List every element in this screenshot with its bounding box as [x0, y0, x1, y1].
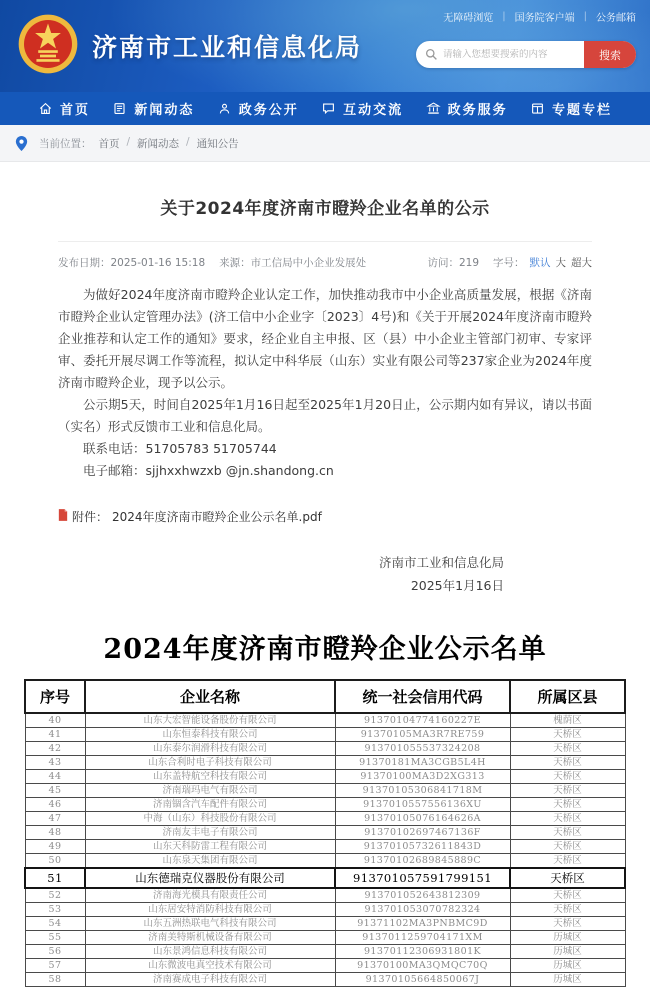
table-row: [25, 959, 625, 973]
seq-cell: 56: [25, 945, 85, 959]
seq-cell: 46: [25, 798, 85, 812]
table-header-cell: 统一社会信用代码: [335, 680, 510, 713]
breadcrumb-separator: /: [126, 135, 131, 148]
search-icon: [425, 48, 438, 61]
table-header-cell: 所属区县: [510, 680, 625, 713]
district-cell: 历城区: [510, 973, 625, 987]
table-row: [25, 798, 625, 812]
signature: [58, 551, 592, 597]
font-size-control: 字号： 默认 大 超大: [493, 257, 592, 269]
search-input[interactable]: [443, 49, 584, 60]
table-row: [25, 784, 625, 798]
credit-code-cell: 91370105306841718M: [335, 784, 510, 798]
source: 来源：市工信局中小企业发展处: [219, 257, 367, 269]
district-cell: 天桥区: [510, 798, 625, 812]
article-body: [58, 284, 592, 482]
breadcrumb-label: 当前位置：: [39, 137, 92, 150]
company-name-cell: 济南瑞玛电气有限公司: [85, 784, 335, 798]
table-row: [25, 945, 625, 959]
news-icon: [112, 101, 127, 116]
disclosure-icon: [217, 101, 232, 116]
nav-item-label: 新闻动态: [134, 103, 195, 118]
breadcrumb-link[interactable]: 首页: [98, 137, 120, 150]
content: [0, 162, 650, 987]
credit-code-cell: 91370105732611843D: [335, 840, 510, 854]
breadcrumb-link[interactable]: 通知公告: [196, 137, 239, 150]
credit-code-cell: 913701052643812309: [335, 888, 510, 903]
company-name-cell: 山东泉天集团有限公司: [85, 854, 335, 869]
company-name-cell: 山东盖特航空科技有限公司: [85, 770, 335, 784]
credit-code-cell: 9137011259704171XM: [335, 931, 510, 945]
company-name-cell: 山东大宏智能设备股份有限公司: [85, 713, 335, 728]
district-cell: 天桥区: [510, 826, 625, 840]
district-cell: 天桥区: [510, 742, 625, 756]
company-name-cell: 山东居安特消防科技有限公司: [85, 903, 335, 917]
credit-code-cell: 91370105MA3R7RE759: [335, 728, 510, 742]
district-cell: 历城区: [510, 931, 625, 945]
chat-icon: [321, 101, 336, 116]
topbar-separator: |: [502, 11, 506, 22]
seq-cell: 54: [25, 917, 85, 931]
table-row: [25, 728, 625, 742]
district-cell: 历城区: [510, 945, 625, 959]
table-row: [25, 713, 625, 728]
district-cell: 历城区: [510, 959, 625, 973]
topbar-links: [443, 9, 636, 24]
national-emblem-logo: [16, 12, 80, 80]
seq-cell: 57: [25, 959, 85, 973]
table-row: [25, 854, 625, 869]
credit-code-cell: 9137010557556136XU: [335, 798, 510, 812]
nav-item-政务公开[interactable]: [217, 99, 299, 118]
table-row: [25, 812, 625, 826]
company-name-cell: 山东天科防雷工程有限公司: [85, 840, 335, 854]
seq-cell: 47: [25, 812, 85, 826]
seq-cell: 40: [25, 713, 85, 728]
seq-cell: 41: [25, 728, 85, 742]
seq-cell: 52: [25, 888, 85, 903]
seq-cell: 55: [25, 931, 85, 945]
paragraph: 公示期5天，时间自2025年1月16日起至2025年1月20日止，公示期内如有异议，请以书面（实名）形式反馈市工业和信息化局。: [58, 397, 592, 434]
topbar-link[interactable]: 国务院客户端: [514, 13, 575, 24]
nav-item-政务服务[interactable]: [426, 99, 508, 118]
district-cell: 天桥区: [510, 756, 625, 770]
table-row: [25, 826, 625, 840]
table-row: [25, 742, 625, 756]
breadcrumb-separator: /: [186, 135, 190, 148]
district-cell: 天桥区: [510, 840, 625, 854]
nav-item-新闻动态[interactable]: [112, 99, 194, 118]
company-name-cell: 山东五洲热联电气科技有限公司: [85, 917, 335, 931]
district-cell: 天桥区: [510, 728, 625, 742]
district-cell: 天桥区: [510, 868, 625, 888]
table-header-cell: 序号: [25, 680, 85, 713]
seq-cell: 45: [25, 784, 85, 798]
table-header-row: [25, 680, 625, 713]
district-cell: 天桥区: [510, 812, 625, 826]
topbar-separator: |: [583, 11, 587, 22]
seq-cell: 48: [25, 826, 85, 840]
nav-item-互动交流[interactable]: [321, 99, 403, 118]
credit-code-cell: 913701057591799151: [335, 868, 510, 888]
company-name-cell: 济南赛成电子科技有限公司: [85, 973, 335, 987]
company-name-cell: 山东德瑞克仪器股份有限公司: [85, 868, 335, 888]
site-title: 济南市工业和信息化局: [92, 33, 363, 62]
article: [0, 162, 650, 666]
credit-code-cell: 91370102697467136F: [335, 826, 510, 840]
brand: [16, 12, 362, 80]
credit-code-cell: 91371102MA3PNBMC9D: [335, 917, 510, 931]
divider: [58, 241, 592, 242]
district-cell: 天桥区: [510, 770, 625, 784]
company-name-cell: 山东合利时电子科技有限公司: [85, 756, 335, 770]
district-cell: 槐荫区: [510, 713, 625, 728]
table-row: [25, 973, 625, 987]
site-header: [0, 0, 650, 92]
breadcrumb-link[interactable]: 新闻动态: [137, 137, 180, 150]
table-row: [25, 931, 625, 945]
breadcrumb: [39, 136, 239, 151]
credit-code-cell: 913701055537324208: [335, 742, 510, 756]
seq-cell: 50: [25, 854, 85, 869]
signature-date: 2025年1月16日: [410, 578, 504, 593]
table-row: [25, 770, 625, 784]
search-bar: [416, 41, 636, 68]
seq-cell: 51: [25, 868, 85, 888]
district-cell: 天桥区: [510, 784, 625, 798]
district-cell: 天桥区: [510, 903, 625, 917]
seq-cell: 43: [25, 756, 85, 770]
topbar-link[interactable]: 公务邮箱: [596, 13, 636, 24]
credit-code-cell: 91370112306931801K: [335, 945, 510, 959]
location-pin-icon: [14, 135, 29, 152]
company-name-cell: 山东微波电真空技术有限公司: [85, 959, 335, 973]
district-cell: 天桥区: [510, 854, 625, 869]
table-row: [25, 888, 625, 903]
columns-icon: [530, 101, 545, 116]
district-cell: 天桥区: [510, 888, 625, 903]
table-row: [25, 903, 625, 917]
breadcrumb-band: [0, 125, 650, 162]
visit-count: 访问：219: [427, 257, 479, 269]
font-size-option[interactable]: 超大: [571, 257, 592, 269]
nav-item-专题专栏[interactable]: [530, 99, 612, 118]
publish-date: 发布日期：2025-01-16 15:18: [58, 257, 206, 269]
pdf-icon: [58, 509, 68, 524]
company-name-cell: 济南美特斯机械设备有限公司: [85, 931, 335, 945]
company-name-cell: 济南友丰电子有限公司: [85, 826, 335, 840]
nav-item-label: 互动交流: [343, 103, 404, 118]
seq-cell: 58: [25, 973, 85, 987]
nav-item-首页[interactable]: [38, 99, 90, 118]
paragraph: 为做好2024年度济南市瞪羚企业认定工作，加快推动我市中小企业高质量发展，根据《济南市瞪羚企业认定管理办法》(济工信中小企业字〔2023〕4号)和《关于开展2024年度济南市瞪羚企业推荐和认定工作的通知》要求，经企业自主申报、区（县）中小企业主管部门初审、专家评审、委托开展尽调工作等流程，拟认定中科华辰（山东）实业有限公司等237家企业为2024年度济南市瞪羚企业，现予以公示。: [58, 287, 592, 390]
credit-code-cell: 91370105076164626A: [335, 812, 510, 826]
company-name-cell: 中海（山东）科技股份有限公司: [85, 812, 335, 826]
nav-item-label: 政务服务: [447, 103, 508, 118]
seq-cell: 53: [25, 903, 85, 917]
credit-code-cell: 91370100MA3QMQC70Q: [335, 959, 510, 973]
credit-code-cell: 91370181MA3CGB5L4H: [335, 756, 510, 770]
attachment-row: [58, 508, 592, 525]
services-icon: [426, 101, 441, 116]
table-row: [25, 840, 625, 854]
credit-code-cell: 91370100MA3D2XG313: [335, 770, 510, 784]
font-size-option[interactable]: 默认: [529, 257, 551, 269]
contact-phone: 联系电话：51705783 51705744: [83, 441, 277, 456]
table-header-cell: 企业名称: [85, 680, 335, 713]
seq-cell: 44: [25, 770, 85, 784]
company-name-cell: 济南海光模具有限责任公司: [85, 888, 335, 903]
credit-code-cell: 91370105664850067J: [335, 973, 510, 987]
nav-item-label: 首页: [60, 103, 91, 118]
company-name-cell: 山东泰尔润滑科技有限公司: [85, 742, 335, 756]
breadcrumb-items: [99, 136, 239, 151]
credit-code-cell: 913701053070782324: [335, 903, 510, 917]
table-row: [25, 868, 625, 888]
company-name-cell: 山东恒泰科技有限公司: [85, 728, 335, 742]
nav-item-label: 政务公开: [238, 103, 299, 118]
contact-email: 电子邮箱：sjjhxxhwzxb @jn.shandong.cn: [83, 463, 334, 478]
article-title: 关于2024年度济南市瞪羚企业名单的公示: [160, 199, 490, 219]
seq-cell: 49: [25, 840, 85, 854]
company-name-cell: 济南锢含汽车配件有限公司: [85, 798, 335, 812]
attachment-link[interactable]: 2024年度济南市瞪羚企业公示名单.pdf: [112, 510, 322, 524]
district-cell: 天桥区: [510, 917, 625, 931]
main-nav: [0, 92, 650, 125]
attachment-label: 附件：: [72, 510, 109, 524]
signature-org: 济南市工业和信息化局: [378, 555, 504, 570]
company-name-cell: 山东景鸿信息科技有限公司: [85, 945, 335, 959]
table-row: [25, 756, 625, 770]
company-table: [24, 679, 626, 987]
topbar-link[interactable]: 无障碍浏览: [443, 13, 494, 24]
credit-code-cell: 91370102689845889C: [335, 854, 510, 869]
home-icon: [38, 101, 53, 116]
font-size-option[interactable]: 大: [555, 257, 566, 269]
nav-item-label: 专题专栏: [551, 103, 612, 118]
table-row: [25, 917, 625, 931]
list-title: 2024年度济南市瞪羚企业公示名单: [103, 634, 547, 665]
credit-code-cell: 91370104774160227E: [335, 713, 510, 728]
search-button[interactable]: 搜索: [584, 41, 636, 68]
article-meta: [58, 255, 592, 270]
seq-cell: 42: [25, 742, 85, 756]
